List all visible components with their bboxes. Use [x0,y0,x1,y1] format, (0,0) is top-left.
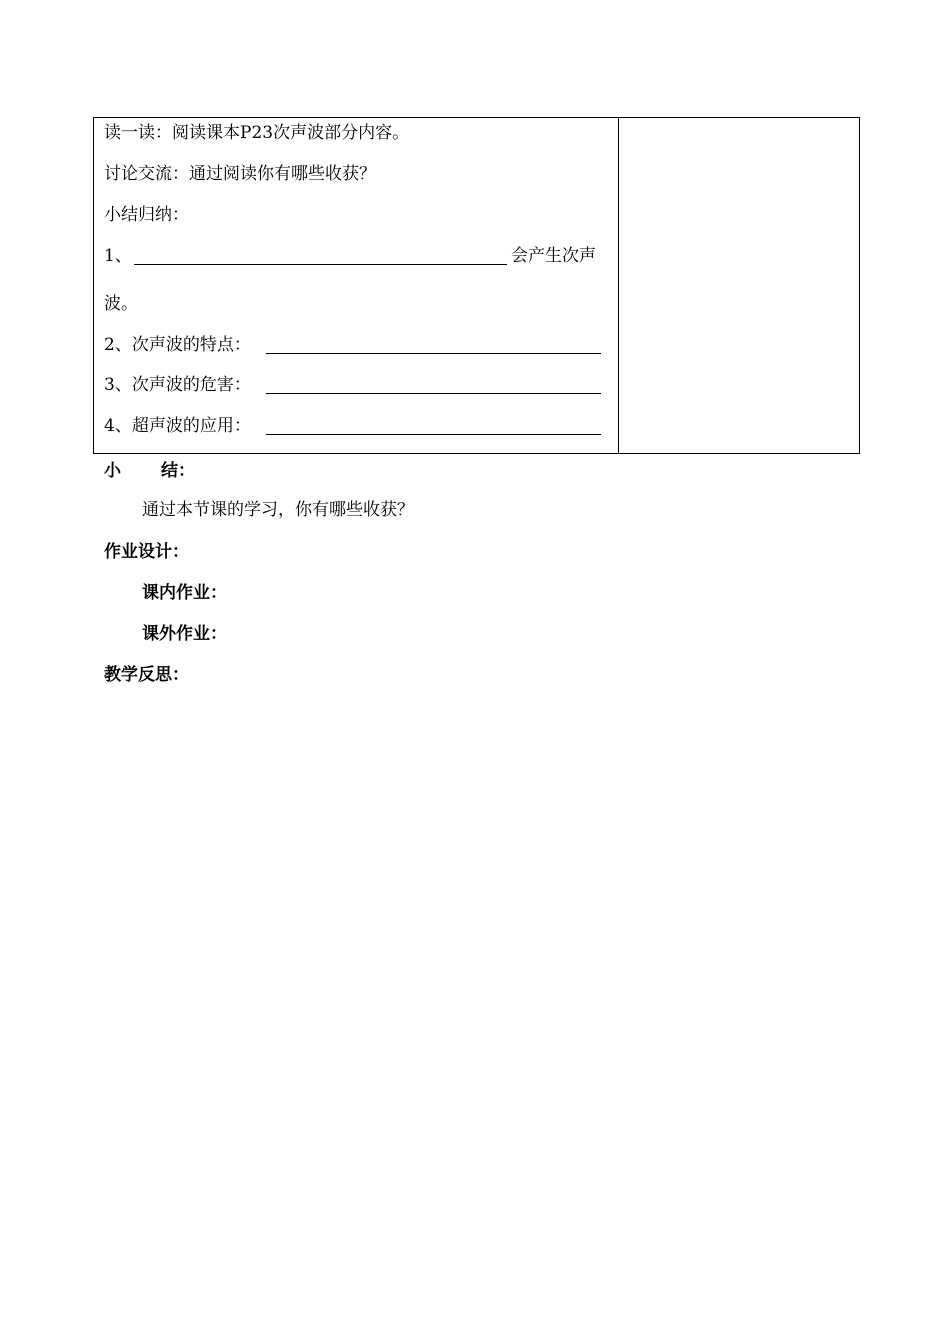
item1-number: 1、 [104,246,132,266]
summary-heading: 小结归纳： [104,205,189,225]
item1-answer-blank[interactable] [134,264,507,265]
notes-cell [619,118,860,454]
item4-answer-blank[interactable] [266,434,601,435]
item3-answer-blank[interactable] [266,393,601,394]
item2-label: 2、次声波的特点： [104,335,251,355]
activity-cell [94,118,619,454]
summary-label-char2: 结： [161,461,195,481]
summary-question: 通过本节课的学习，你有哪些收获？ [142,500,414,520]
item4-label: 4、超声波的应用： [104,416,251,436]
discussion-prompt: 讨论交流：通过阅读你有哪些收获？ [104,164,376,184]
after-class-homework: 课外作业： [142,624,227,644]
item1-continuation: 波。 [104,294,138,314]
homework-heading: 作业设计： [104,542,189,562]
in-class-homework: 课内作业： [142,583,227,603]
item2-answer-blank[interactable] [266,353,601,354]
summary-label-char1: 小 [104,461,121,481]
item3-label: 3、次声波的危害： [104,375,251,395]
item1-suffix: 会产生次声 [511,246,596,266]
lesson-table [93,117,860,454]
read-instruction: 读一读：阅读课本P23次声波部分内容。 [104,123,410,143]
teaching-reflection-heading: 教学反思： [104,665,189,685]
